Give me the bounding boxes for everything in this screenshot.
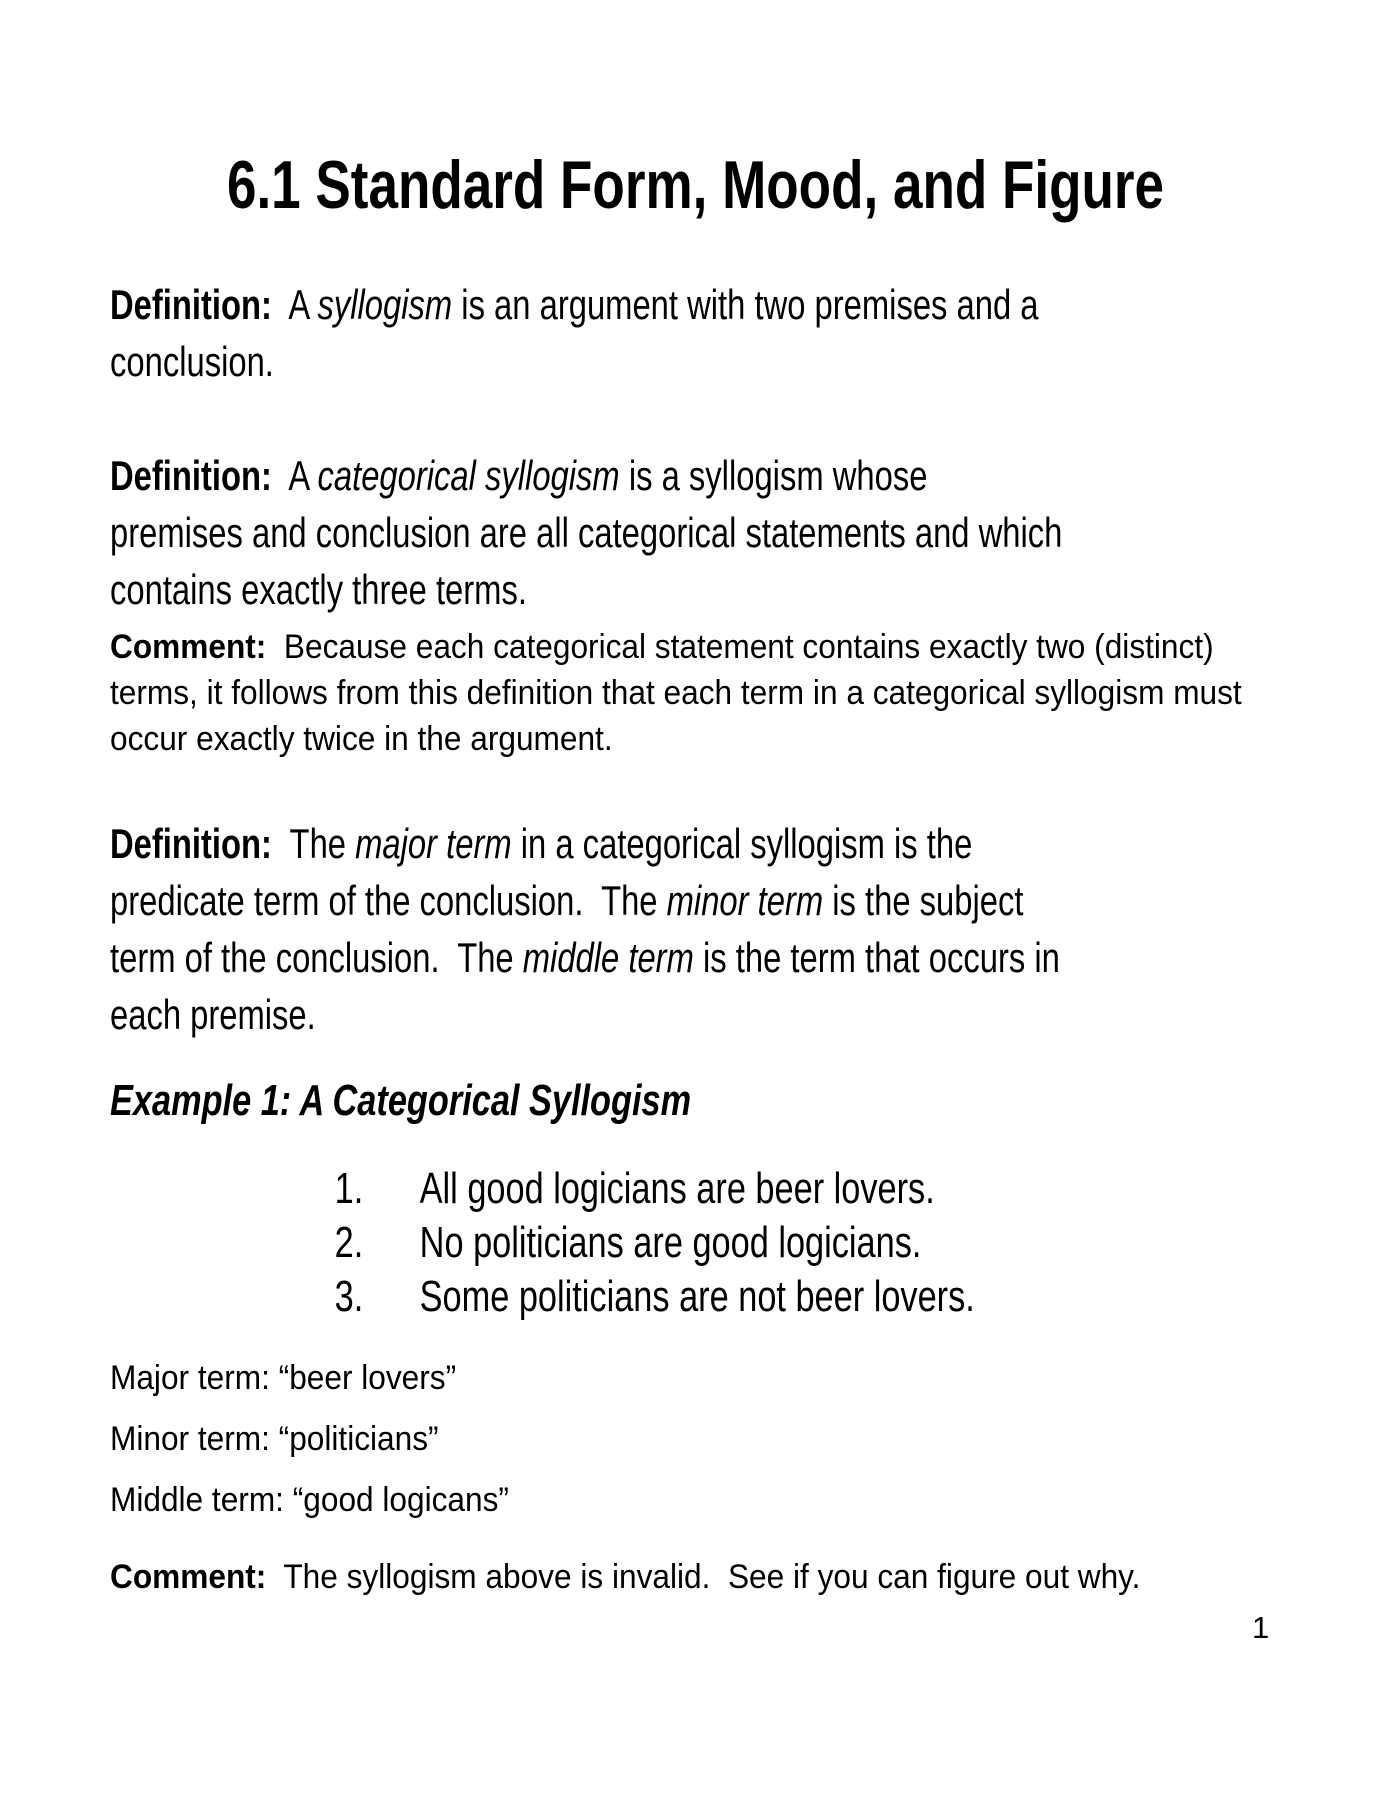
text-line: predicate term of the conclusion. The minor term is the subject bbox=[110, 877, 1024, 924]
text-line: Definition: A syllogism is an argument with two premises and a bbox=[110, 281, 1039, 328]
premise-number: 2. bbox=[334, 1218, 364, 1267]
page-number: 1 bbox=[1252, 1610, 1270, 1645]
premise-text: Some politicians are not beer lovers. bbox=[419, 1272, 975, 1321]
definition-categorical-syllogism bbox=[110, 447, 1062, 618]
text-line: Comment: Because each categorical statement contains exactly two (distinct) bbox=[110, 628, 1214, 666]
syllogism-premise-list bbox=[110, 1162, 975, 1324]
text-line: Definition: The major term in a categorical syllogism is the bbox=[110, 820, 973, 867]
text-line: contains exactly three terms. bbox=[110, 566, 527, 613]
text-line: Comment: The syllogism above is invalid. See if you can figure out why. bbox=[110, 1558, 1141, 1596]
premise-row-1 bbox=[110, 1162, 975, 1216]
premise-row-3 bbox=[110, 1270, 975, 1324]
text-line: terms, it follows from this definition that each term in a categorical syllogism must bbox=[110, 674, 1242, 712]
text-line: occur exactly twice in the argument. bbox=[110, 720, 613, 758]
major-term-line: Major term: “beer lovers” bbox=[110, 1359, 457, 1397]
text-line: term of the conclusion. The middle term is the term that occurs in bbox=[110, 934, 1060, 981]
premise-number: 1. bbox=[334, 1164, 364, 1213]
text-line: each premise. bbox=[110, 991, 316, 1038]
premise-text: All good logicians are beer lovers. bbox=[419, 1164, 935, 1213]
minor-term-line: Minor term: “politicians” bbox=[110, 1420, 439, 1458]
example-1-heading: Example 1: A Categorical Syllogism bbox=[110, 1076, 692, 1125]
definition-major-minor-middle bbox=[110, 815, 1060, 1043]
term-identification-list bbox=[110, 1348, 509, 1531]
definition-syllogism bbox=[110, 276, 1039, 390]
premise-number: 3. bbox=[334, 1272, 364, 1321]
premise-text: No politicians are good logicians. bbox=[419, 1218, 922, 1267]
page-title: 6.1 Standard Form, Mood, and Figure bbox=[226, 147, 1165, 223]
middle-term-line: Middle term: “good logicans” bbox=[110, 1481, 509, 1519]
text-line: premises and conclusion are all categorical statements and which bbox=[110, 509, 1063, 556]
comment-terms-twice bbox=[110, 624, 1242, 762]
comment-invalid bbox=[110, 1554, 1140, 1600]
premise-row-2 bbox=[110, 1216, 975, 1270]
text-line: conclusion. bbox=[110, 338, 274, 385]
text-line: Definition: A categorical syllogism is a syllogism whose bbox=[110, 452, 928, 499]
